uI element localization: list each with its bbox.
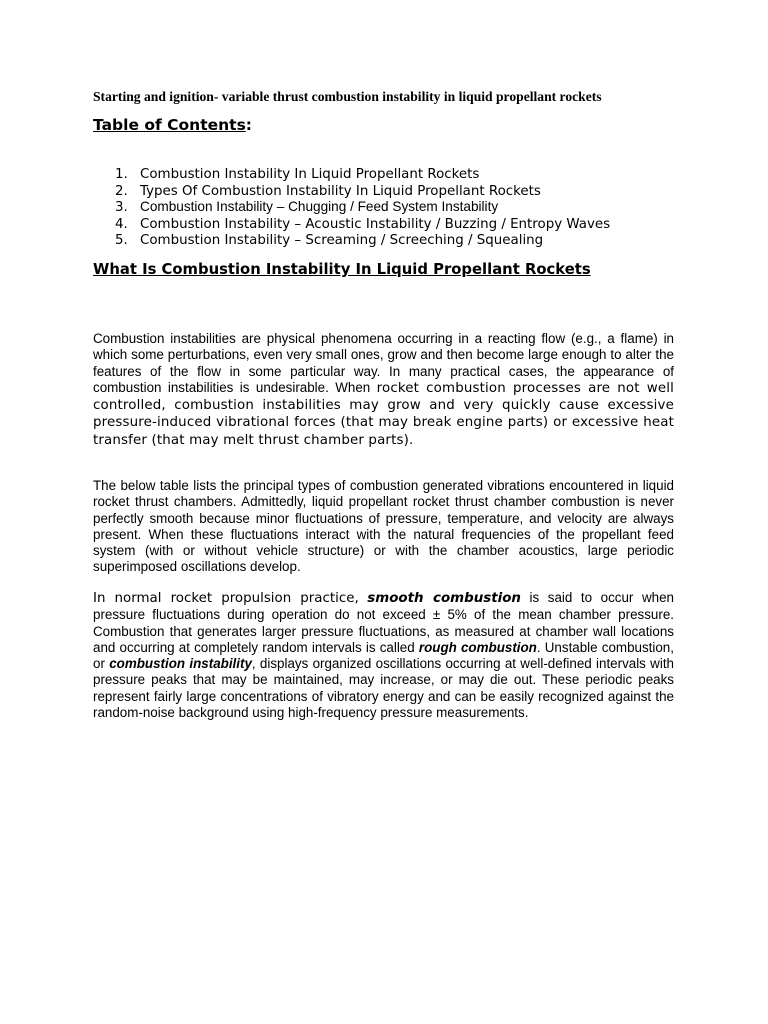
term-rough-combustion: rough combustion [418, 639, 537, 655]
toc-heading-text: Table of Contents [93, 116, 246, 134]
paragraph-1-part-a: Combustion instabilities are physical phenomena occurring in a reacting flow (e.g., a flame) in which some perturbations, even very small ones, grow and then become large enough to alter the features of the flow in some particular way. In many practical cases, the appearance of combustion instabilities is undesirable. When [93, 331, 674, 395]
paragraph-1-part-b: rocket combustion processes are not well controlled, combustion instabilities may grow and very quickly cause excessive pressure-induced vibrational forces (that may break engine parts) or excessive heat transfer (that may melt thrust chamber parts). [93, 380, 674, 448]
toc-item-number: 3. [115, 200, 128, 216]
toc-item-text[interactable]: Combustion Instability – Screaming / Screeching / Squealing [140, 233, 544, 249]
section-heading: What Is Combustion Instability In Liquid Propellant Rockets [93, 261, 591, 278]
toc-item[interactable] [115, 216, 610, 233]
term-combustion-instability: combustion instability [109, 656, 252, 672]
toc-item[interactable] [115, 199, 610, 216]
toc-item[interactable] [115, 166, 610, 183]
toc-item-number: 4. [115, 216, 128, 232]
toc-heading [93, 115, 252, 135]
paragraph-3-text-3: , displays organized oscillations occurring at well-defined intervals with pressure peaks that may be maintained, may increase, or may die out. These periodic peaks represent fairly large concentrations of vibratory energy and can be easily recognized against the random-noise background using high-frequency pressure measurements. [93, 656, 674, 721]
toc-item-text[interactable]: Types Of Combustion Instability In Liquid Propellant Rockets [140, 183, 541, 199]
toc-list [115, 166, 610, 249]
toc-item-text[interactable]: Combustion Instability – Acoustic Instability / Buzzing / Entropy Waves [140, 216, 611, 232]
toc-item-text[interactable]: Combustion Instability – Chugging / Feed System Instability [140, 199, 499, 215]
toc-item-number: 2. [115, 183, 128, 199]
toc-item-number: 1. [115, 167, 128, 182]
body-paragraph-2: The below table lists the principal types of combustion generated vibrations encountered in liquid rocket thrust chambers. Admittedly, liquid propellant rocket thrust chamber combustion is never perfectly smooth because minor fluctuations of pressure, temperature, and velocity are always present. When these fluctuations interact with the natural frequencies of the propellant feed system (with or without vehicle structure) or with the chamber acoustics, large periodic superimposed oscillations develop. [93, 478, 674, 575]
toc-heading-colon: : [245, 116, 252, 134]
body-paragraph-3 [93, 590, 674, 721]
paragraph-3-lead: In normal rocket propulsion practice, [93, 591, 359, 606]
toc-item[interactable] [115, 232, 610, 249]
paragraph-3-text-2: . Unstable combustion, or [93, 639, 674, 672]
toc-item-number: 5. [115, 233, 128, 249]
paragraph-3-text-1: is said to occur when pressure fluctuations during operation do not exceed ± 5% of the mean chamber pressure. Combustion that generates larger pressure fluctuations, as measured at chamber wall locations and occurring at completely random intervals is called [93, 590, 674, 655]
body-paragraph-1 [93, 331, 674, 449]
toc-item-text[interactable]: Combustion Instability In Liquid Propellant Rockets [140, 167, 480, 182]
document-title: Starting and ignition- variable thrust combustion instability in liquid propellant rockets [93, 89, 602, 104]
toc-item[interactable] [115, 183, 610, 200]
term-smooth-combustion: smooth combustion [367, 591, 521, 606]
